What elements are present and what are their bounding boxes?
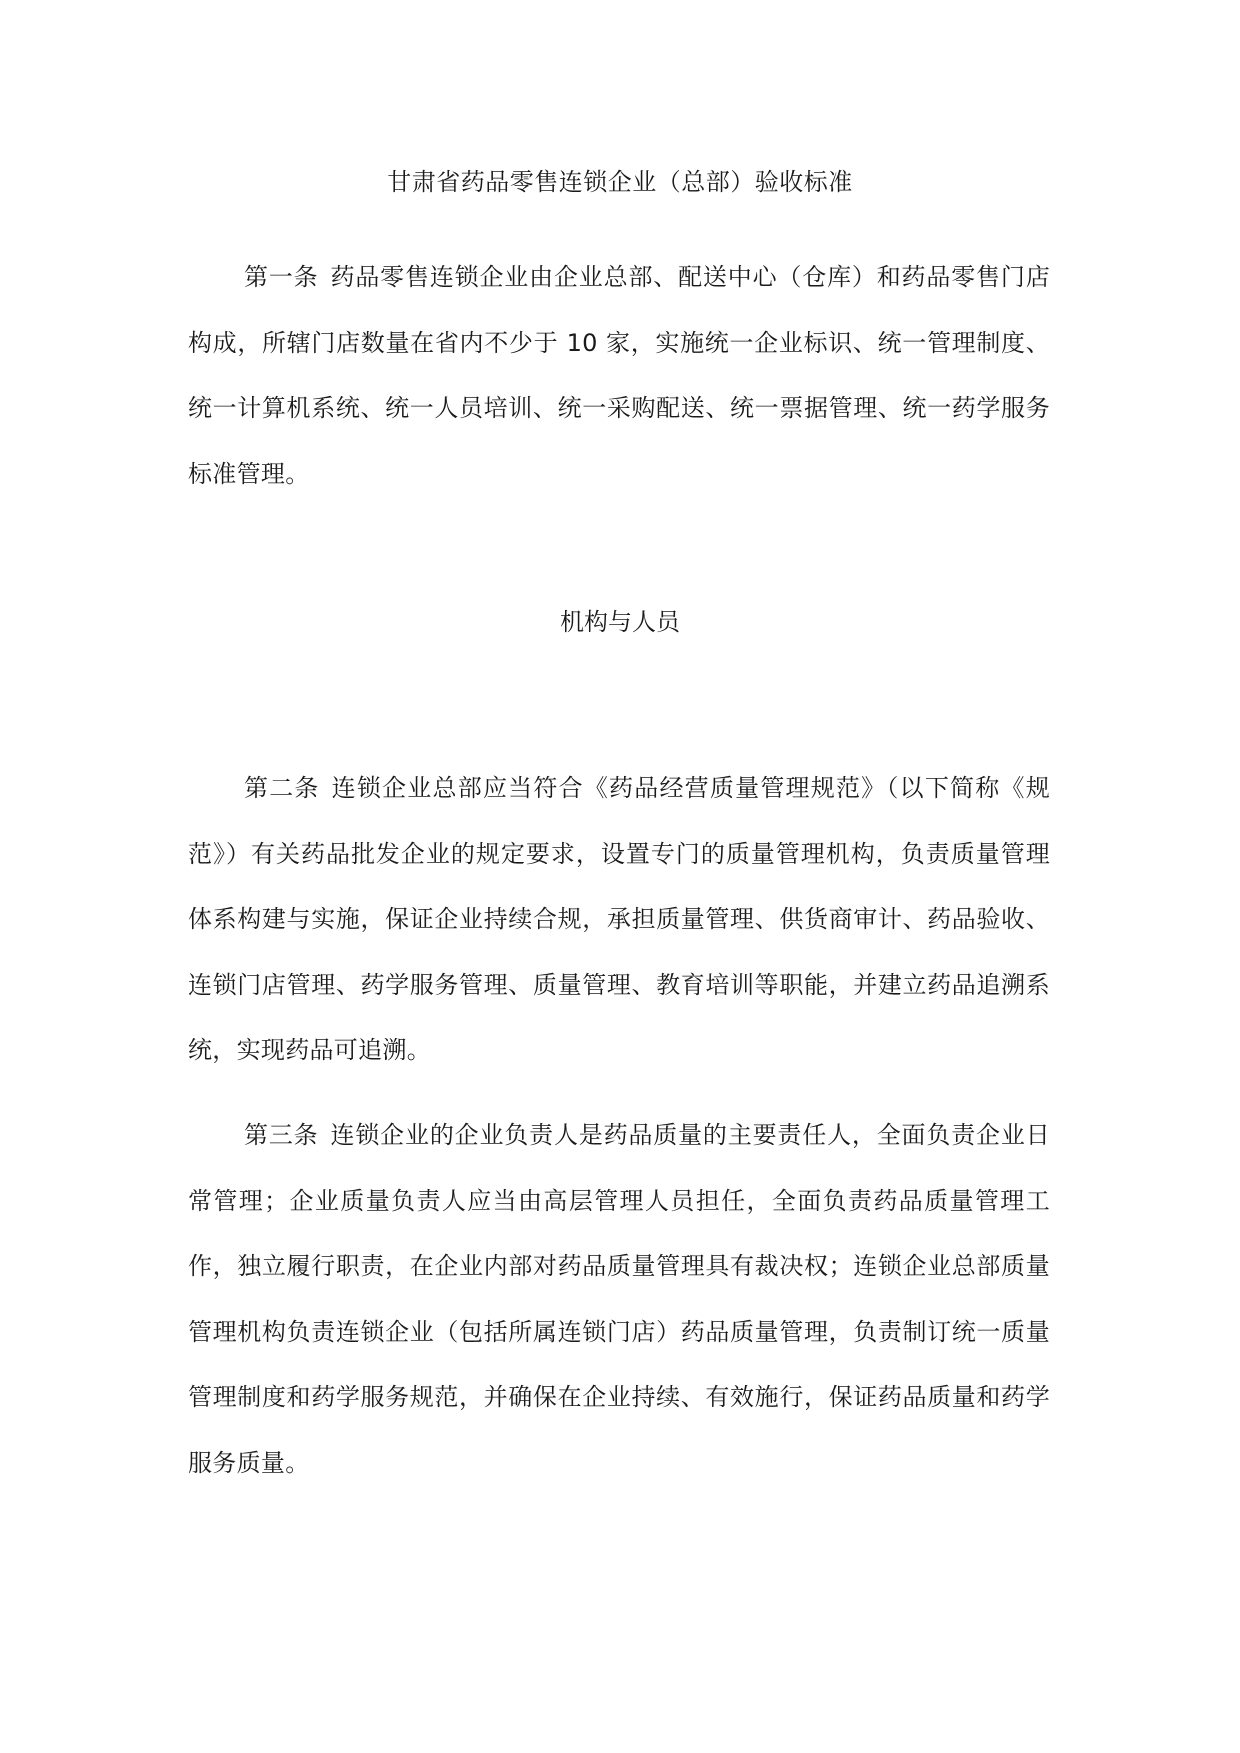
article-2-label: 第二条: [244, 774, 320, 802]
article-1-text: 药品零售连锁企业由企业总部、配送中心（仓库）和药品零售门店构成，所辖门店数量在省内不少于 10 家，实施统一企业标识、统一管理制度、统一计算机系统、统一人员培训、统一采购配送、统一票据管理、统一药学服务标准管理。: [188, 263, 1051, 488]
article-1-label: 第一条: [244, 263, 319, 291]
section-heading: 机构与人员: [560, 608, 680, 636]
article-2-text: 连锁企业总部应当符合《药品经营质量管理规范》（以下简称《规范》）有关药品批发企业的规定要求，设置专门的质量管理机构，负责质量管理体系构建与实施，保证企业持续合规，承担质量管理、供货商审计、药品验收、连锁门店管理、药学服务管理、质量管理、教育培训等职能，并建立药品追溯系统，实现药品可追溯。: [188, 774, 1050, 1064]
article-1: [188, 245, 1050, 507]
article-2: [188, 756, 1050, 1084]
article-3-label: 第三条: [244, 1121, 319, 1149]
article-3: [188, 1103, 1050, 1496]
article-3-text: 连锁企业的企业负责人是药品质量的主要责任人，全面负责企业日常管理；企业质量负责人应当由高层管理人员担任，全面负责药品质量管理工作，独立履行职责，在企业内部对药品质量管理具有裁决权；连锁企业总部质量管理机构负责连锁企业（包括所属连锁门店）药品质量管理，负责制订统一质量管理制度和药学服务规范，并确保在企业持续、有效施行，保证药品质量和药学服务质量。: [188, 1121, 1051, 1477]
document-title: 甘肃省药品零售连锁企业（总部）验收标准: [387, 168, 853, 196]
